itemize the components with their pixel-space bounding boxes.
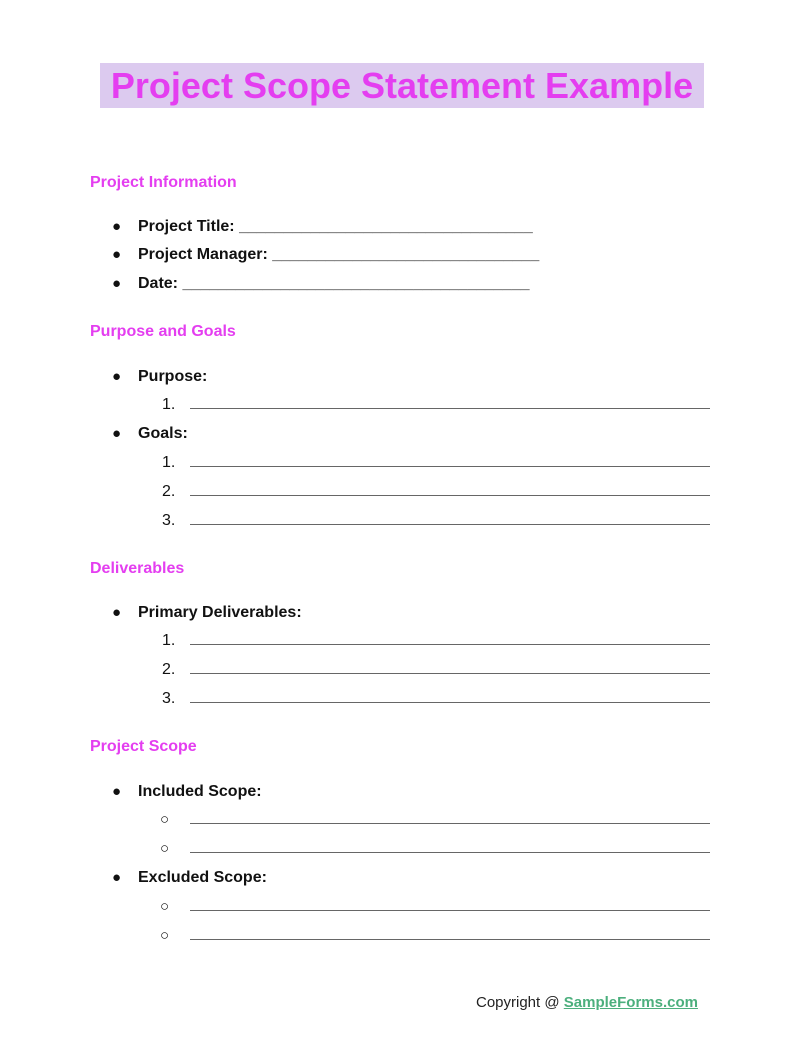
goal-line-1 bbox=[190, 466, 710, 467]
sampleforms-link[interactable]: SampleForms.com bbox=[563, 994, 698, 1011]
deliverable-number: 1. bbox=[162, 632, 176, 649]
sub-bullet-icon: ○ bbox=[160, 840, 170, 857]
bullet-icon: ● bbox=[112, 783, 122, 800]
excluded-line-1 bbox=[190, 910, 710, 911]
list-item-project-title bbox=[112, 217, 533, 237]
deliverable-number: 3. bbox=[162, 690, 176, 707]
bullet-icon: ● bbox=[112, 275, 122, 292]
goal-line-2 bbox=[190, 495, 710, 496]
included-scope-label: Included Scope: bbox=[138, 783, 262, 800]
project-title-field: Project Title: _________________________________ bbox=[138, 218, 533, 235]
goal-number: 3. bbox=[162, 512, 176, 529]
copyright-prefix: Copyright @ bbox=[476, 994, 564, 1011]
list-item-excluded-scope bbox=[112, 868, 267, 888]
bullet-icon: ● bbox=[112, 218, 122, 235]
included-line-2 bbox=[190, 852, 710, 853]
purpose-label: Purpose: bbox=[138, 368, 208, 385]
sub-bullet-icon: ○ bbox=[160, 927, 170, 944]
deliverable-line-2 bbox=[190, 673, 710, 674]
list-item-included-scope bbox=[112, 782, 262, 802]
section-heading-deliverables: Deliverables bbox=[90, 560, 185, 577]
copyright-footer bbox=[476, 993, 698, 1013]
excluded-line-2 bbox=[190, 939, 710, 940]
goal-number: 1. bbox=[162, 454, 176, 471]
bullet-icon: ● bbox=[112, 425, 122, 442]
bullet-icon: ● bbox=[112, 368, 122, 385]
section-heading-project-scope: Project Scope bbox=[90, 738, 197, 755]
list-item-primary-deliverables bbox=[112, 603, 302, 623]
project-manager-field: Project Manager: ______________________________ bbox=[138, 246, 540, 263]
bullet-icon: ● bbox=[112, 604, 122, 621]
purpose-number: 1. bbox=[162, 396, 176, 413]
sub-bullet-icon: ○ bbox=[160, 811, 170, 828]
bullet-icon: ● bbox=[112, 246, 122, 263]
goal-line-3 bbox=[190, 524, 710, 525]
deliverable-line-1 bbox=[190, 644, 710, 645]
included-line-1 bbox=[190, 823, 710, 824]
deliverable-number: 2. bbox=[162, 661, 176, 678]
list-item-date bbox=[112, 274, 530, 294]
date-field: Date: _______________________________________ bbox=[138, 275, 530, 292]
section-heading-purpose-goals: Purpose and Goals bbox=[90, 323, 236, 340]
list-item-goals bbox=[112, 424, 188, 444]
deliverable-line-3 bbox=[190, 702, 710, 703]
list-item-project-manager bbox=[112, 245, 539, 265]
goal-number: 2. bbox=[162, 483, 176, 500]
bullet-icon: ● bbox=[112, 869, 122, 886]
goals-label: Goals: bbox=[138, 425, 188, 442]
page-title: Project Scope Statement Example bbox=[100, 63, 704, 108]
list-item-purpose bbox=[112, 367, 207, 387]
purpose-line-1 bbox=[190, 408, 710, 409]
primary-deliverables-label: Primary Deliverables: bbox=[138, 604, 302, 621]
sub-bullet-icon: ○ bbox=[160, 898, 170, 915]
excluded-scope-label: Excluded Scope: bbox=[138, 869, 267, 886]
section-heading-project-information: Project Information bbox=[90, 174, 237, 191]
